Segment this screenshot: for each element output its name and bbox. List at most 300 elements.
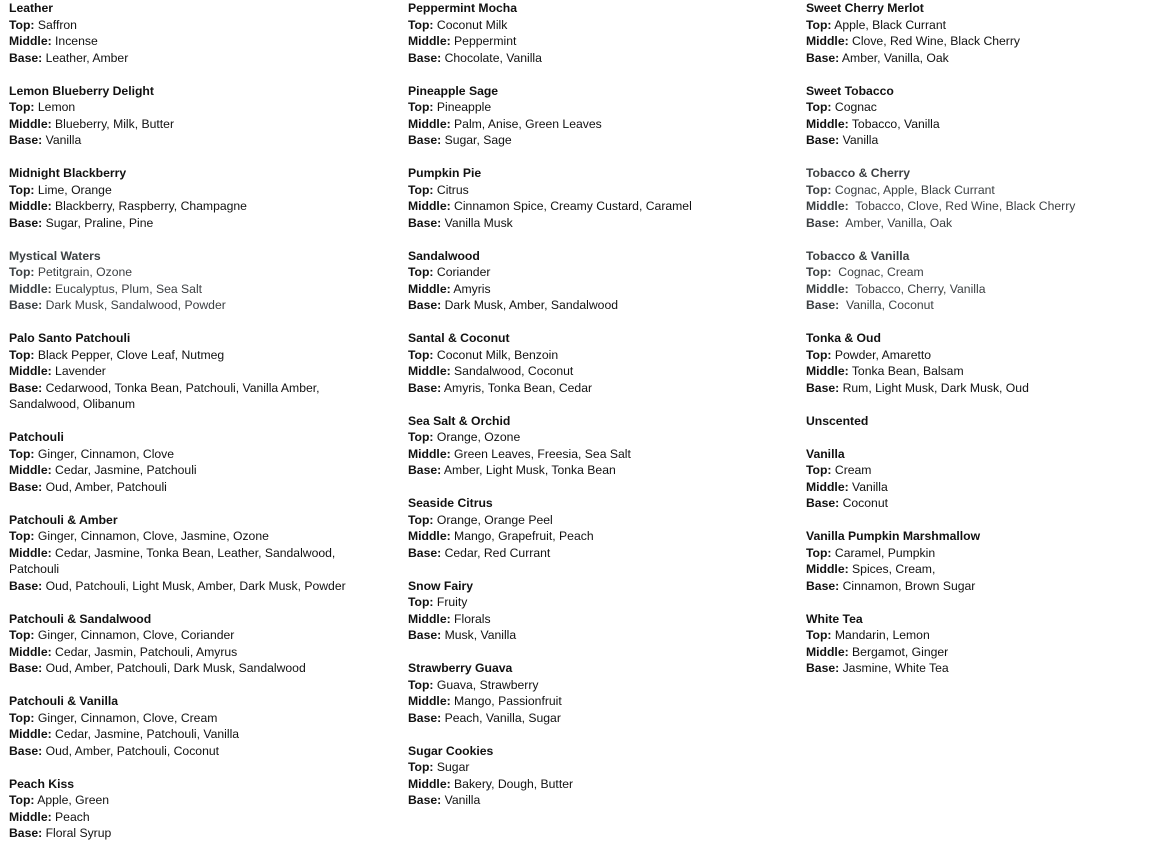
scent-name: Peppermint Mocha (408, 1, 518, 15)
note-value: Petitgrain, Ozone (34, 265, 133, 279)
scent-entry-pumpkin-pie (408, 165, 788, 231)
note-value: Amber, Light Musk, Tonka Bean (441, 463, 616, 477)
note-label: Base: (9, 133, 43, 147)
note-value: Fruity (433, 595, 468, 609)
note-value: Sandalwood, Coconut (450, 364, 574, 378)
note-value: Oud, Amber, Patchouli, Dark Musk, Sandalwood (42, 661, 306, 675)
note-label: Base: (806, 578, 840, 593)
note-base (9, 743, 379, 760)
note-label: Base: (9, 380, 43, 395)
note-value: Bergamot, Ginger (848, 644, 949, 659)
scent-entry-peach-kiss (9, 776, 379, 842)
note-middle (9, 33, 379, 50)
note-label: Top: (9, 347, 35, 362)
note-value: Cedar, Jasmine, Patchouli, Vanilla (51, 727, 240, 741)
note-value: Citrus (433, 182, 469, 197)
scent-name: Unscented (806, 413, 869, 428)
note-middle (9, 281, 379, 298)
note-base (9, 215, 379, 232)
scent-entry-palo-santo-patchouli (9, 330, 379, 413)
note-label: Top: (806, 463, 832, 477)
note-base (408, 545, 788, 562)
note-label: Middle: (9, 463, 52, 477)
note-top (9, 182, 379, 199)
note-middle (806, 479, 1151, 496)
scent-name: Tobacco & Cherry (806, 166, 911, 180)
note-value: Coconut Milk (433, 17, 508, 32)
note-label: Top: (9, 182, 35, 197)
note-value: Leather, Amber (42, 50, 129, 65)
note-label: Base: (408, 133, 442, 147)
note-value: Florals (450, 611, 491, 626)
note-value: Floral Syrup (42, 826, 112, 840)
note-label: Top: (806, 347, 832, 362)
note-value: Musk, Vanilla (441, 628, 517, 642)
note-value: Amyris (450, 281, 491, 296)
scent-name: Snow Fairy (408, 578, 474, 593)
note-value: Clove, Red Wine, Black Cherry (848, 34, 1021, 48)
note-label: Middle: (9, 116, 52, 131)
note-value: Chocolate, Vanilla (441, 50, 542, 65)
note-value: Cognac (831, 100, 877, 114)
scent-name: Strawberry Guava (408, 661, 513, 675)
note-label: Top: (408, 347, 434, 362)
note-value: Dark Musk, Sandalwood, Powder (42, 298, 226, 312)
note-label: Top: (806, 265, 832, 279)
scent-entry-vanilla-pumpkin-marshmallow (806, 528, 1151, 594)
note-top (9, 792, 379, 809)
note-base (9, 578, 379, 595)
note-base (408, 462, 788, 479)
note-value: Sugar, Sage (441, 133, 512, 147)
scent-name: Seaside Citrus (408, 496, 493, 510)
note-label: Base: (9, 661, 43, 675)
note-base (806, 660, 1151, 677)
note-label: Middle: (9, 281, 52, 296)
note-top (9, 347, 379, 364)
note-label: Base: (806, 661, 840, 675)
scent-column-2 (408, 0, 788, 825)
note-base (9, 50, 379, 67)
note-value: Oud, Amber, Patchouli (42, 479, 167, 494)
note-value: Coconut (839, 496, 888, 510)
note-label: Top: (408, 430, 434, 444)
scent-column-3 (806, 0, 1151, 693)
note-middle (806, 33, 1151, 50)
note-value: Ginger, Cinnamon, Clove, Jasmine, Ozone (34, 529, 269, 543)
scent-entry-sugar-cookies (408, 743, 788, 809)
note-base (408, 132, 788, 149)
note-top (806, 347, 1151, 364)
note-label: Base: (9, 215, 43, 230)
note-value: Blackberry, Raspberry, Champagne (51, 199, 247, 213)
scent-entry-patchouli (9, 429, 379, 495)
scent-entry-mystical-waters (9, 248, 379, 314)
scent-name: Tobacco & Vanilla (806, 248, 910, 263)
note-label: Base: (806, 215, 840, 230)
note-label: Top: (9, 710, 35, 725)
note-middle (408, 281, 788, 298)
scent-name: Sweet Tobacco (806, 83, 894, 98)
note-middle (806, 198, 1151, 215)
scent-entry-patchouli-and-vanilla (9, 693, 379, 759)
scent-name: Sandalwood (408, 248, 480, 263)
scent-entry-sea-salt-and-orchid (408, 413, 788, 479)
note-value: Oud, Patchouli, Light Musk, Amber, Dark Musk, Powder (42, 578, 346, 593)
note-middle (9, 545, 379, 578)
note-value: Mandarin, Lemon (831, 628, 930, 642)
scent-entry-patchouli-and-amber (9, 512, 379, 595)
scent-entry-sandalwood (408, 248, 788, 314)
note-base (408, 792, 788, 809)
scent-entry-sweet-cherry-merlot (806, 0, 1151, 66)
note-value: Cedar, Jasmine, Patchouli (51, 463, 197, 477)
note-value: Caramel, Pumpkin (831, 545, 936, 560)
note-label: Middle: (9, 199, 52, 213)
note-value: Oud, Amber, Patchouli, Coconut (42, 743, 220, 758)
scent-name: Vanilla (806, 446, 845, 461)
note-middle (9, 363, 379, 380)
scent-name: Tonka & Oud (806, 331, 881, 345)
note-value: Jasmine, White Tea (839, 661, 949, 675)
note-middle (408, 776, 788, 793)
note-value: Powder, Amaretto (831, 347, 932, 362)
note-top (806, 545, 1151, 562)
note-top (9, 528, 379, 545)
note-label: Top: (9, 446, 35, 461)
note-label: Top: (408, 760, 434, 774)
note-middle (9, 198, 379, 215)
scent-name: Patchouli (9, 430, 64, 444)
note-top (9, 710, 379, 727)
note-label: Top: (806, 17, 832, 32)
note-value: Tobacco, Vanilla (848, 116, 940, 131)
scent-name: Palo Santo Patchouli (9, 331, 131, 345)
note-label: Base: (408, 628, 442, 642)
note-value: Coconut Milk, Benzoin (433, 347, 559, 362)
note-base (9, 297, 379, 314)
note-value: Tobacco, Clove, Red Wine, Black Cherry (848, 199, 1076, 213)
note-value: Apple, Black Currant (831, 17, 946, 32)
note-middle (806, 363, 1151, 380)
note-value: Vanilla, Coconut (839, 298, 934, 312)
note-label: Middle: (9, 809, 52, 824)
note-top (806, 17, 1151, 34)
note-label: Base: (408, 793, 442, 807)
note-top (408, 512, 788, 529)
note-label: Top: (408, 100, 434, 114)
note-value: Ginger, Cinnamon, Clove, Cream (34, 710, 218, 725)
note-middle (408, 528, 788, 545)
note-base (806, 132, 1151, 149)
note-label: Base: (408, 298, 442, 312)
note-label: Top: (9, 265, 35, 279)
note-middle (408, 446, 788, 463)
note-value: Vanilla Musk (441, 215, 513, 230)
note-value: Amyris, Tonka Bean, Cedar (441, 380, 593, 395)
note-middle (9, 462, 379, 479)
note-top (408, 17, 788, 34)
note-value: Lavender (51, 364, 106, 378)
note-label: Base: (806, 50, 840, 65)
note-label: Middle: (408, 34, 451, 48)
note-value: Peach (51, 809, 90, 824)
note-value: Sugar (433, 760, 470, 774)
note-value: Cedar, Jasmine, Tonka Bean, Leather, Sandalwood, Patchouli (9, 545, 339, 576)
scent-name: Peach Kiss (9, 776, 75, 791)
note-label: Middle: (9, 644, 52, 659)
note-label: Top: (408, 595, 434, 609)
note-top (9, 99, 379, 116)
note-value: Orange, Ozone (433, 430, 521, 444)
note-value: Orange, Orange Peel (433, 512, 553, 527)
note-value: Tobacco, Cherry, Vanilla (848, 281, 986, 296)
note-label: Base: (806, 496, 840, 510)
note-top (9, 446, 379, 463)
note-middle (9, 116, 379, 133)
note-label: Middle: (408, 776, 451, 791)
note-value: Vanilla (848, 479, 888, 494)
note-top (806, 99, 1151, 116)
note-label: Base: (806, 380, 840, 395)
scent-column-1 (9, 0, 379, 858)
note-value: Vanilla (441, 793, 481, 807)
scent-entry-vanilla (806, 446, 1151, 512)
scent-entry-patchouli-and-sandalwood (9, 611, 379, 677)
note-value: Cinnamon Spice, Creamy Custard, Caramel (450, 199, 692, 213)
scent-name: Patchouli & Sandalwood (9, 611, 152, 626)
note-base (9, 380, 379, 413)
note-base (408, 710, 788, 727)
note-label: Base: (9, 479, 43, 494)
scent-name: Midnight Blackberry (9, 166, 127, 180)
note-label: Middle: (408, 364, 451, 378)
note-value: Peppermint (450, 34, 517, 48)
note-middle (408, 693, 788, 710)
note-top (408, 677, 788, 694)
note-value: Mango, Grapefruit, Peach (450, 529, 594, 543)
note-label: Middle: (9, 727, 52, 741)
note-value: Vanilla (839, 133, 879, 147)
note-label: Base: (408, 463, 442, 477)
scent-name: Pineapple Sage (408, 83, 499, 98)
note-top (806, 462, 1151, 479)
note-label: Top: (408, 17, 434, 32)
scent-entry-peppermint-mocha (408, 0, 788, 66)
note-value: Black Pepper, Clove Leaf, Nutmeg (34, 347, 225, 362)
note-label: Middle: (806, 281, 849, 296)
note-base (408, 627, 788, 644)
note-label: Middle: (408, 281, 451, 296)
scent-entry-seaside-citrus (408, 495, 788, 561)
note-value: Eucalyptus, Plum, Sea Salt (51, 281, 203, 296)
note-value: Vanilla (42, 133, 82, 147)
note-value: Palm, Anise, Green Leaves (450, 116, 602, 131)
scent-name: Patchouli & Vanilla (9, 694, 119, 708)
scent-name: Leather (9, 1, 54, 15)
note-label: Middle: (408, 116, 451, 131)
scent-entry-tobacco-and-vanilla (806, 248, 1151, 314)
note-top (408, 264, 788, 281)
note-label: Middle: (408, 199, 451, 213)
note-value: Sugar, Praline, Pine (42, 215, 154, 230)
note-base (806, 380, 1151, 397)
note-middle (806, 281, 1151, 298)
scent-entry-santal-and-coconut (408, 330, 788, 396)
note-label: Top: (9, 529, 35, 543)
note-base (408, 380, 788, 397)
note-base (408, 50, 788, 67)
note-label: Base: (9, 298, 43, 312)
note-label: Middle: (408, 529, 451, 543)
note-base (806, 297, 1151, 314)
note-label: Middle: (408, 611, 451, 626)
note-value: Ginger, Cinnamon, Clove (34, 446, 175, 461)
note-value: Spices, Cream, (848, 562, 936, 576)
note-value: Cedarwood, Tonka Bean, Patchouli, Vanilla Amber, Sandalwood, Olibanum (9, 380, 323, 411)
scent-entry-tobacco-and-cherry (806, 165, 1151, 231)
note-middle (408, 116, 788, 133)
note-middle (806, 116, 1151, 133)
scent-entry-sweet-tobacco (806, 83, 1151, 149)
note-base (806, 578, 1151, 595)
note-value: Apple, Green (34, 793, 110, 807)
note-value: Cream (831, 463, 872, 477)
note-base (806, 215, 1151, 232)
scent-name: Vanilla Pumpkin Marshmallow (806, 529, 981, 543)
scent-entry-leather (9, 0, 379, 66)
note-middle (408, 363, 788, 380)
scent-name: Mystical Waters (9, 248, 101, 263)
note-base (9, 825, 379, 842)
note-label: Middle: (806, 562, 849, 576)
note-label: Base: (408, 215, 442, 230)
note-label: Top: (408, 512, 434, 527)
note-top (408, 99, 788, 116)
note-value: Pineapple (433, 100, 492, 114)
note-label: Base: (9, 743, 43, 758)
scent-name: Lemon Blueberry Delight (9, 83, 154, 98)
note-label: Middle: (806, 199, 849, 213)
note-value: Lime, Orange (34, 182, 112, 197)
note-label: Base: (408, 50, 442, 65)
note-value: Bakery, Dough, Butter (450, 776, 574, 791)
note-top (9, 264, 379, 281)
note-value: Cinnamon, Brown Sugar (839, 578, 976, 593)
note-label: Base: (806, 298, 840, 312)
note-base (9, 132, 379, 149)
note-middle (408, 33, 788, 50)
scent-entry-strawberry-guava (408, 660, 788, 726)
note-label: Top: (806, 628, 832, 642)
note-label: Top: (408, 677, 434, 692)
note-label: Middle: (408, 446, 451, 461)
note-value: Cedar, Red Currant (441, 545, 551, 560)
note-label: Base: (408, 380, 442, 395)
note-label: Top: (9, 793, 35, 807)
note-middle (806, 644, 1151, 661)
scent-entry-midnight-blackberry (9, 165, 379, 231)
scent-name: Santal & Coconut (408, 331, 510, 345)
scent-entry-unscented (806, 413, 1151, 430)
scent-name: Sea Salt & Orchid (408, 413, 511, 428)
note-value: Blueberry, Milk, Butter (51, 116, 175, 131)
note-value: Rum, Light Musk, Dark Musk, Oud (839, 380, 1029, 395)
note-top (9, 17, 379, 34)
scent-entry-pineapple-sage (408, 83, 788, 149)
note-value: Coriander (433, 265, 491, 279)
note-base (408, 297, 788, 314)
note-middle (806, 561, 1151, 578)
note-label: Middle: (806, 34, 849, 48)
note-top (408, 347, 788, 364)
note-top (408, 759, 788, 776)
note-base (806, 495, 1151, 512)
scent-entry-snow-fairy (408, 578, 788, 644)
note-label: Middle: (9, 545, 52, 560)
note-base (806, 50, 1151, 67)
note-label: Top: (408, 182, 434, 197)
note-label: Base: (408, 710, 442, 725)
note-base (9, 479, 379, 496)
note-label: Base: (806, 133, 840, 147)
scent-name: Sweet Cherry Merlot (806, 1, 924, 15)
note-label: Base: (408, 545, 442, 560)
note-top (806, 264, 1151, 281)
note-top (408, 182, 788, 199)
note-middle (9, 644, 379, 661)
note-middle (9, 809, 379, 826)
note-value: Amber, Vanilla, Oak (839, 215, 953, 230)
note-label: Top: (9, 17, 35, 32)
note-label: Base: (9, 50, 43, 65)
note-label: Middle: (9, 34, 52, 48)
note-label: Top: (806, 100, 832, 114)
note-value: Guava, Strawberry (433, 677, 539, 692)
note-middle (408, 611, 788, 628)
note-label: Middle: (9, 364, 52, 378)
scent-name: Pumpkin Pie (408, 166, 482, 180)
note-base (408, 215, 788, 232)
note-label: Middle: (806, 644, 849, 659)
note-value: Dark Musk, Amber, Sandalwood (441, 298, 619, 312)
scent-entry-white-tea (806, 611, 1151, 677)
note-value: Lemon (34, 100, 76, 114)
note-top (408, 429, 788, 446)
note-label: Top: (9, 100, 35, 114)
note-value: Cognac, Cream (831, 265, 924, 279)
note-value: Mango, Passionfruit (450, 694, 562, 708)
note-label: Middle: (408, 694, 451, 708)
note-value: Tonka Bean, Balsam (848, 364, 964, 378)
note-top (408, 594, 788, 611)
note-label: Top: (408, 265, 434, 279)
note-label: Top: (806, 182, 832, 197)
note-value: Cedar, Jasmin, Patchouli, Amyrus (51, 644, 238, 659)
scent-entry-lemon-blueberry-delight (9, 83, 379, 149)
note-value: Saffron (34, 17, 77, 32)
note-value: Peach, Vanilla, Sugar (441, 710, 561, 725)
note-value: Green Leaves, Freesia, Sea Salt (450, 446, 631, 461)
note-value: Amber, Vanilla, Oak (839, 50, 949, 65)
scent-name: Patchouli & Amber (9, 512, 118, 527)
note-label: Base: (9, 578, 43, 593)
note-top (9, 627, 379, 644)
note-value: Ginger, Cinnamon, Clove, Coriander (34, 628, 235, 642)
note-top (806, 182, 1151, 199)
note-value: Incense (51, 34, 98, 48)
note-label: Middle: (806, 364, 849, 378)
